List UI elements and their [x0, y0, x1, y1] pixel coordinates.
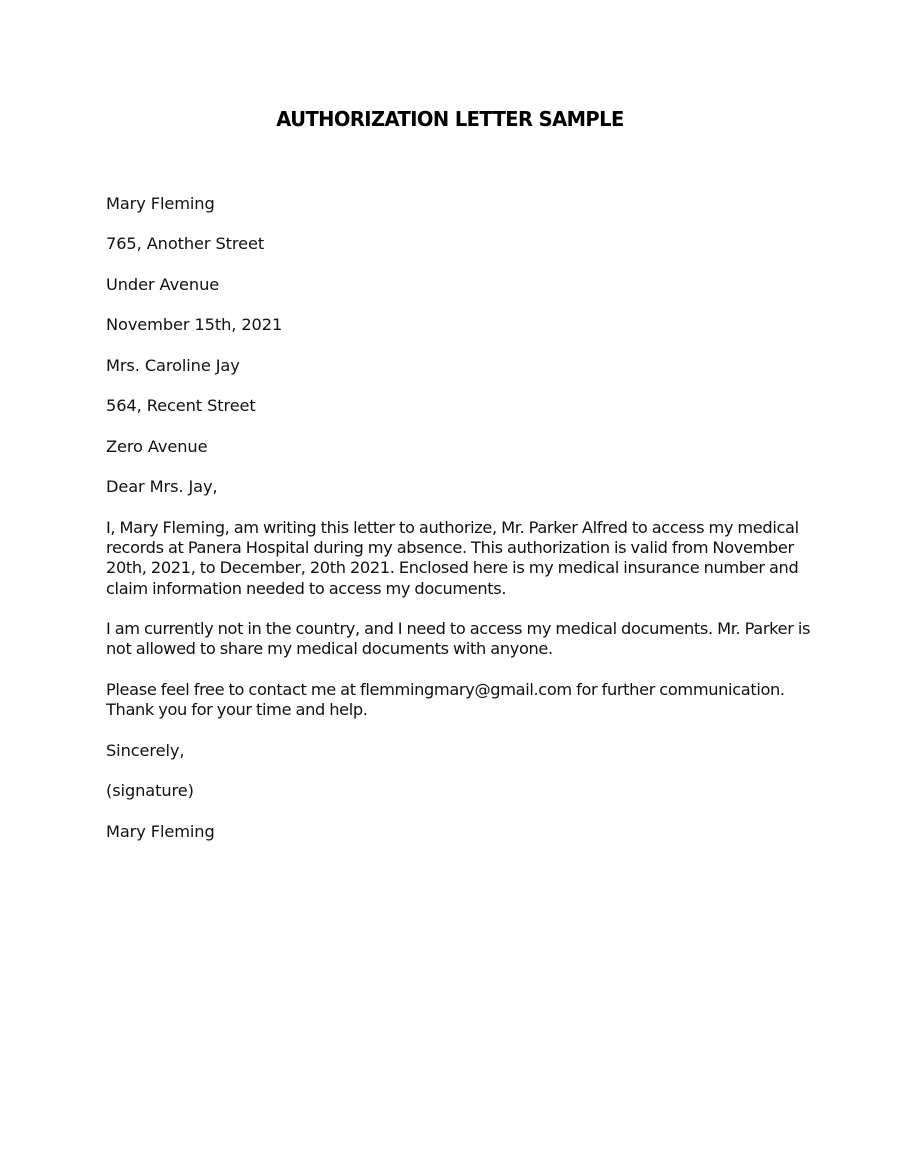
paragraph-line: Please feel free to contact me at flemmingmary@gmail.com for further communication. — [106, 680, 785, 699]
page-title: AUTHORIZATION LETTER SAMPLE — [276, 107, 624, 131]
body-paragraph-authorization — [106, 518, 806, 599]
recipient-address-line1: 564, Recent Street — [106, 396, 256, 415]
letter-date: November 15th, 2021 — [106, 315, 283, 334]
sender-name: Mary Fleming — [106, 194, 215, 213]
paragraph-line: I, Mary Fleming, am writing this letter to authorize, Mr. Parker Alfred to access my medical — [106, 518, 799, 537]
body-paragraph-contact — [106, 680, 806, 720]
paragraph-line: 20th, 2021, to December, 20th 2021. Enclosed here is my medical insurance number and — [106, 558, 799, 578]
recipient-name: Mrs. Caroline Jay — [106, 356, 240, 375]
sender-address-line2: Under Avenue — [106, 275, 220, 294]
salutation: Dear Mrs. Jay, — [106, 477, 218, 496]
paragraph-line: Thank you for your time and help. — [106, 700, 368, 720]
closing: Sincerely, — [106, 741, 185, 760]
paragraph-line: not allowed to share my medical documents with anyone. — [106, 639, 553, 659]
paragraph-line: I am currently not in the country, and I need to access my medical documents. Mr. Parker is — [106, 619, 811, 638]
recipient-address-line2: Zero Avenue — [106, 437, 208, 456]
body-paragraph-restriction — [106, 619, 811, 659]
signature-placeholder: (signature) — [106, 781, 194, 800]
sender-address-line1: 765, Another Street — [106, 234, 265, 253]
paragraph-line: records at Panera Hospital during my absence. This authorization is valid from November — [106, 538, 794, 558]
paragraph-line: claim information needed to access my documents. — [106, 578, 507, 598]
signer-name: Mary Fleming — [106, 822, 215, 841]
